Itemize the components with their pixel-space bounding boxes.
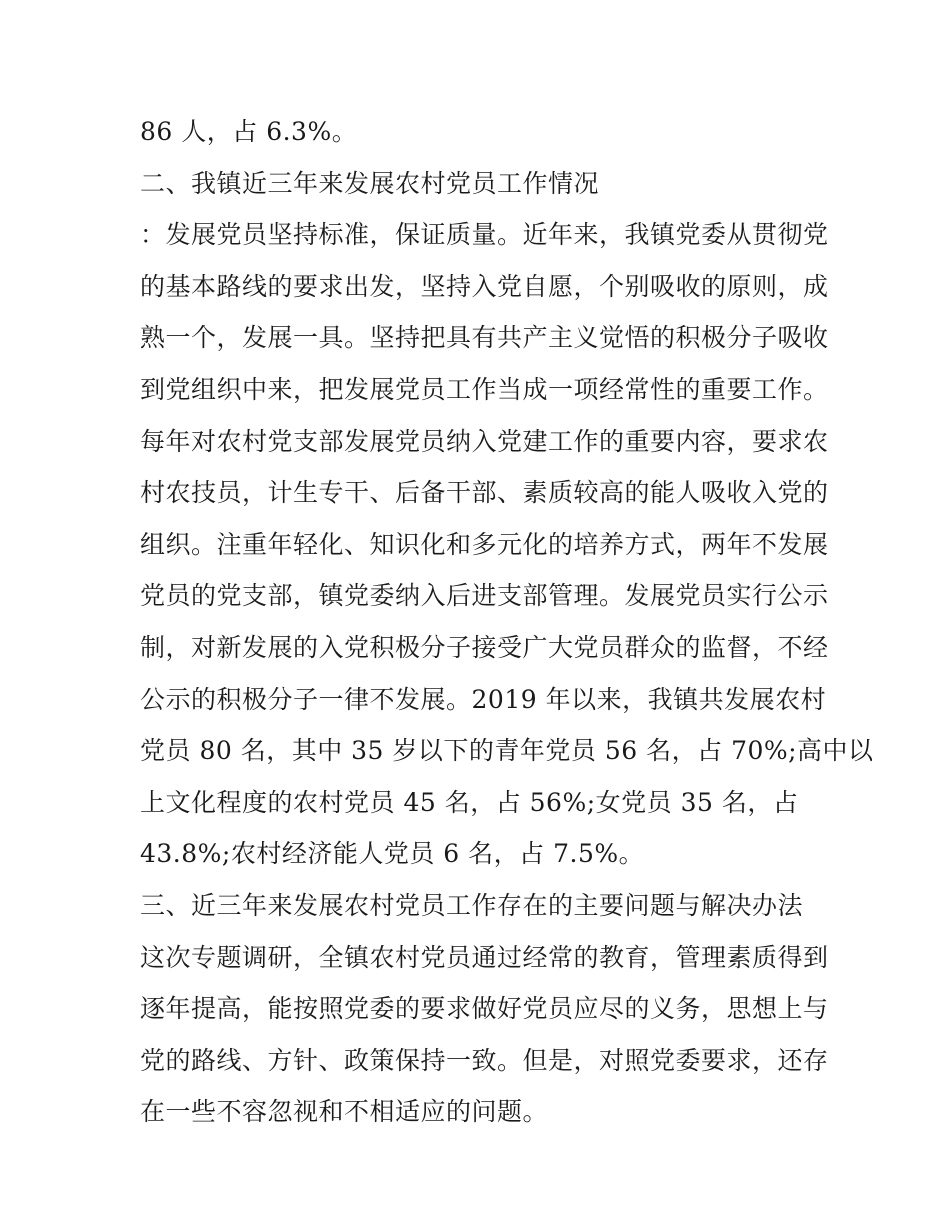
- section-heading-3: 三、近三年来发展农村党员工作存在的主要问题与解决办法: [140, 890, 804, 920]
- text-line: 43.8%;农村经济能人党员 6 名，占 7.5%。: [140, 839, 645, 869]
- text-line-continuation: 86 人，占 6.3%。: [140, 117, 358, 146]
- text-line: 党员 80 名，其中 35 岁以下的青年党员 56 名，占 70%;高中以: [140, 736, 874, 766]
- text-line: 逐年提高，能按照党委的要求做好党员应尽的义务，思想上与: [140, 994, 829, 1024]
- text-line: 到党组织中来，把发展党员工作当成一项经常性的重要工作。: [140, 374, 829, 404]
- text-line: 的基本路线的要求出发，坚持入党自愿，个别吸收的原则，成: [140, 271, 829, 301]
- text-line: 公示的积极分子一律不发展。2019 年以来，我镇共发展农村: [140, 684, 827, 714]
- body-text: [140, 106, 874, 1138]
- section-heading-2: 二、我镇近三年来发展农村党员工作情况: [140, 168, 600, 198]
- text-line: 熟一个，发展一具。坚持把具有共产主义觉悟的积极分子吸收: [140, 323, 829, 353]
- text-line: 每年对农村党支部发展党员纳入党建工作的重要内容，要求农: [140, 426, 829, 456]
- text-line: 组织。注重年轻化、知识化和多元化的培养方式，两年不发展: [140, 529, 829, 559]
- text-line: 在一些不容忽视和不相适应的问题。: [140, 1097, 549, 1127]
- text-line: 党员的党支部，镇党委纳入后进支部管理。发展党员实行公示: [140, 581, 829, 611]
- text-line: 上文化程度的农村党员 45 名，占 56%;女党员 35 名，占: [140, 787, 799, 817]
- text-line: ：发展党员坚持标准，保证质量。近年来，我镇党委从贯彻党: [140, 220, 829, 250]
- text-line: 党的路线、方针、政策保持一致。但是，对照党委要求，还存: [140, 1045, 829, 1075]
- text-line: 这次专题调研，全镇农村党员通过经常的教育，管理素质得到: [140, 942, 829, 972]
- text-line: 村农技员，计生专干、后备干部、素质较高的能人吸收入党的: [140, 478, 829, 508]
- text-line: 制，对新发展的入党积极分子接受广大党员群众的监督，不经: [140, 632, 829, 662]
